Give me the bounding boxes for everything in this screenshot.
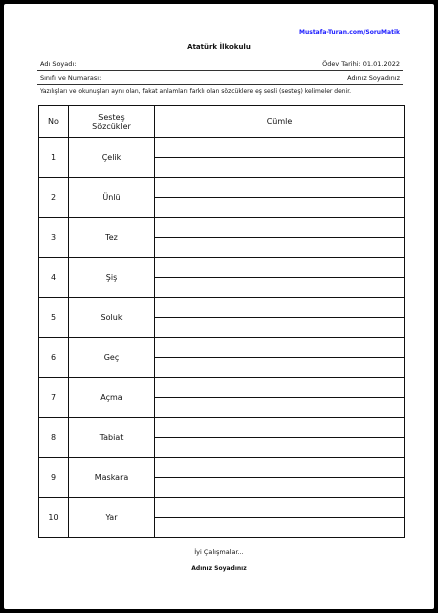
writing-line[interactable] xyxy=(155,438,404,457)
table-row xyxy=(39,178,405,218)
homonym-table xyxy=(38,105,405,538)
table-row xyxy=(39,338,405,378)
table-row xyxy=(39,218,405,258)
writing-line[interactable] xyxy=(155,518,404,537)
row-number: 10 xyxy=(39,498,69,538)
sentence-cell[interactable] xyxy=(155,458,405,498)
homonym-word: Çelik xyxy=(69,138,155,178)
header-rule-2 xyxy=(37,84,403,85)
writing-line[interactable] xyxy=(155,398,404,417)
writing-line[interactable] xyxy=(155,278,404,297)
writing-line[interactable] xyxy=(155,238,404,257)
sentence-cell[interactable] xyxy=(155,178,405,218)
sentence-cell[interactable] xyxy=(155,498,405,538)
homonym-word: Açma xyxy=(69,378,155,418)
writing-line[interactable] xyxy=(155,258,404,278)
writing-line[interactable] xyxy=(155,338,404,358)
footer-author: Adınız Soyadınız xyxy=(191,565,247,572)
row-number: 9 xyxy=(39,458,69,498)
row-number: 6 xyxy=(39,338,69,378)
table-row xyxy=(39,138,405,178)
writing-line[interactable] xyxy=(155,378,404,398)
table-row xyxy=(39,378,405,418)
sentence-cell[interactable] xyxy=(155,218,405,258)
school-title: Atatürk İlkokulu xyxy=(187,43,251,51)
instruction-text: Yazılışları ve okunuşları aynı olan, fakat anlamları farklı olan sözcüklere eş sesli (sesteş) kelimeler denir. xyxy=(40,88,352,95)
writing-line[interactable] xyxy=(155,318,404,337)
writing-line[interactable] xyxy=(155,498,404,518)
row-number: 7 xyxy=(39,378,69,418)
sentence-cell[interactable] xyxy=(155,258,405,298)
row-number: 2 xyxy=(39,178,69,218)
homonym-word: Tez xyxy=(69,218,155,258)
row-number: 4 xyxy=(39,258,69,298)
writing-line[interactable] xyxy=(155,478,404,497)
worksheet-page xyxy=(4,4,434,609)
header-word xyxy=(69,106,155,138)
writing-line[interactable] xyxy=(155,458,404,478)
row-number: 1 xyxy=(39,138,69,178)
website-link[interactable]: Mustafa-Turan.com/SoruMatik xyxy=(299,29,400,36)
sentence-cell[interactable] xyxy=(155,338,405,378)
row-number: 3 xyxy=(39,218,69,258)
table-row xyxy=(39,498,405,538)
header-word-label: Sesteş Sözcükler xyxy=(92,112,131,131)
good-luck-text: İyi Çalışmalar... xyxy=(194,548,244,556)
header-rule xyxy=(37,70,403,71)
table-row xyxy=(39,298,405,338)
class-number-label: Sınıfı ve Numarası: xyxy=(40,74,102,82)
row-number: 8 xyxy=(39,418,69,458)
table-row xyxy=(39,418,405,458)
author-name: Adınız Soyadınız xyxy=(347,74,400,82)
writing-line[interactable] xyxy=(155,178,404,198)
name-label: Adı Soyadı: xyxy=(40,60,77,68)
table-header-row xyxy=(39,106,405,138)
sentence-cell[interactable] xyxy=(155,418,405,458)
header-sentence: Cümle xyxy=(155,106,405,138)
row-number: 5 xyxy=(39,298,69,338)
sentence-cell[interactable] xyxy=(155,378,405,418)
homonym-word: Tabiat xyxy=(69,418,155,458)
table-row xyxy=(39,258,405,298)
sentence-cell[interactable] xyxy=(155,138,405,178)
homonym-word: Şiş xyxy=(69,258,155,298)
writing-line[interactable] xyxy=(155,418,404,438)
writing-line[interactable] xyxy=(155,198,404,217)
writing-line[interactable] xyxy=(155,298,404,318)
homonym-word: Ünlü xyxy=(69,178,155,218)
homonym-word: Yar xyxy=(69,498,155,538)
header-no: No xyxy=(39,106,69,138)
writing-line[interactable] xyxy=(155,218,404,238)
homonym-word: Maskara xyxy=(69,458,155,498)
writing-line[interactable] xyxy=(155,358,404,377)
homonym-word: Geç xyxy=(69,338,155,378)
table-body xyxy=(39,138,405,538)
writing-line[interactable] xyxy=(155,158,404,177)
assignment-date: Ödev Tarihi: 01.01.2022 xyxy=(322,60,400,68)
writing-line[interactable] xyxy=(155,138,404,158)
homonym-word: Soluk xyxy=(69,298,155,338)
table-row xyxy=(39,458,405,498)
sentence-cell[interactable] xyxy=(155,298,405,338)
